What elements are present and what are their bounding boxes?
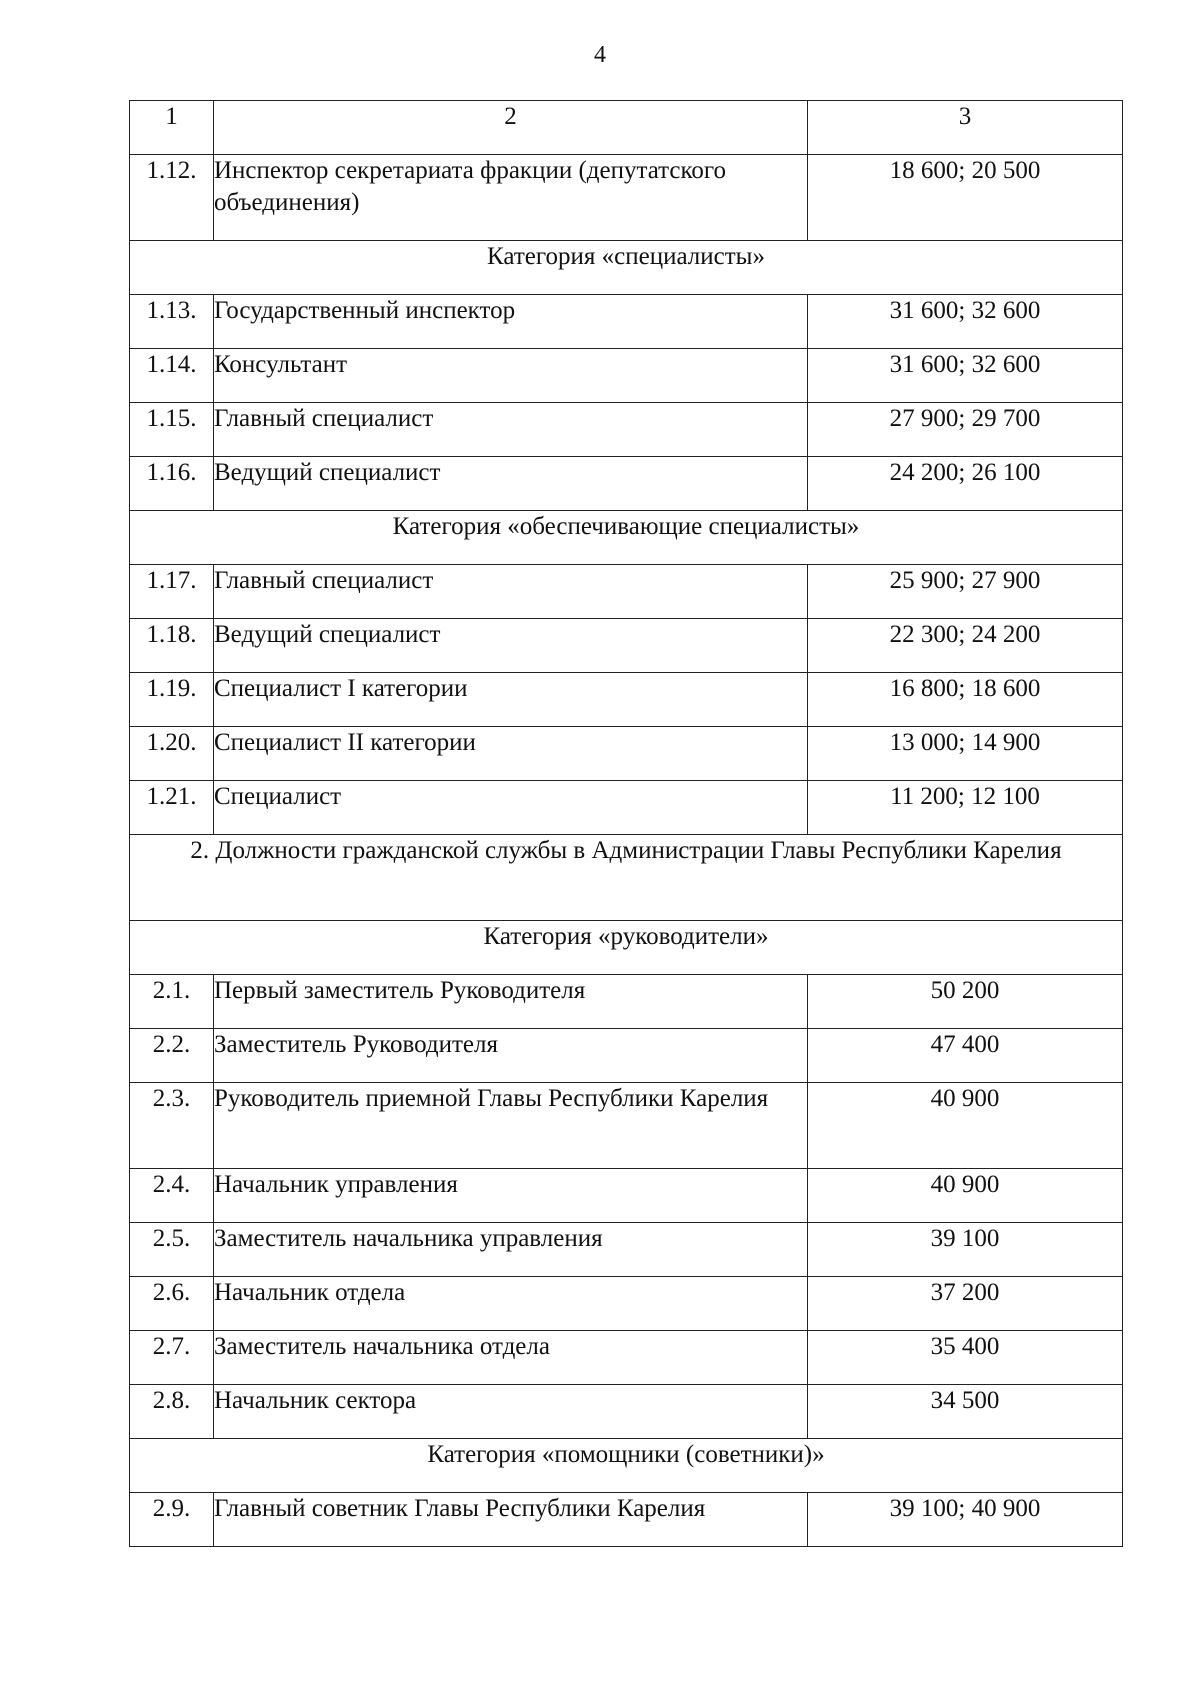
table-row bbox=[130, 673, 1123, 727]
table-row bbox=[130, 1223, 1123, 1277]
position-title: Первый заместитель Руководителя bbox=[214, 975, 808, 1029]
position-title: Главный специалист bbox=[214, 565, 808, 619]
position-title: Консультант bbox=[214, 349, 808, 403]
table-row bbox=[130, 295, 1123, 349]
salary-value: 27 900; 29 700 bbox=[808, 403, 1123, 457]
row-number: 1.18. bbox=[130, 619, 214, 673]
position-title: Начальник сектора bbox=[214, 1385, 808, 1439]
row-number: 1.15. bbox=[130, 403, 214, 457]
salary-value: 24 200; 26 100 bbox=[808, 457, 1123, 511]
salary-table bbox=[129, 100, 1123, 1547]
row-number: 1.20. bbox=[130, 727, 214, 781]
salary-value: 13 000; 14 900 bbox=[808, 727, 1123, 781]
salary-value: 39 100 bbox=[808, 1223, 1123, 1277]
position-title: Ведущий специалист bbox=[214, 457, 808, 511]
section-row bbox=[130, 241, 1123, 295]
row-number: 1.13. bbox=[130, 295, 214, 349]
salary-value: 39 100; 40 900 bbox=[808, 1493, 1123, 1547]
section-heading: Категория «помощники (советники)» bbox=[130, 1439, 1123, 1493]
row-number: 2.3. bbox=[130, 1083, 214, 1169]
table-row bbox=[130, 349, 1123, 403]
row-number: 2.7. bbox=[130, 1331, 214, 1385]
salary-value: 25 900; 27 900 bbox=[808, 565, 1123, 619]
table-row bbox=[130, 457, 1123, 511]
table-row bbox=[130, 1169, 1123, 1223]
position-title: Специалист bbox=[214, 781, 808, 835]
table-row bbox=[130, 1277, 1123, 1331]
header-col-1: 1 bbox=[130, 101, 214, 155]
section-heading: 2. Должности гражданской службы в Администрации Главы Республики Карелия bbox=[130, 835, 1123, 921]
row-number: 1.14. bbox=[130, 349, 214, 403]
section-heading: Категория «обеспечивающие специалисты» bbox=[130, 511, 1123, 565]
section-heading: Категория «специалисты» bbox=[130, 241, 1123, 295]
row-number: 1.21. bbox=[130, 781, 214, 835]
row-number: 2.5. bbox=[130, 1223, 214, 1277]
page-number: 4 bbox=[594, 42, 606, 68]
header-col-2: 2 bbox=[214, 101, 808, 155]
row-number: 2.9. bbox=[130, 1493, 214, 1547]
section-row bbox=[130, 835, 1123, 921]
salary-value: 31 600; 32 600 bbox=[808, 349, 1123, 403]
position-title: Главный специалист bbox=[214, 403, 808, 457]
salary-value: 37 200 bbox=[808, 1277, 1123, 1331]
table-row bbox=[130, 565, 1123, 619]
position-title: Руководитель приемной Главы Республики Карелия bbox=[214, 1083, 808, 1169]
row-number: 1.12. bbox=[130, 155, 214, 241]
row-number: 1.17. bbox=[130, 565, 214, 619]
header-col-3: 3 bbox=[808, 101, 1123, 155]
position-title: Специалист II категории bbox=[214, 727, 808, 781]
position-title: Главный советник Главы Республики Карелия bbox=[214, 1493, 808, 1547]
salary-value: 40 900 bbox=[808, 1169, 1123, 1223]
row-number: 1.16. bbox=[130, 457, 214, 511]
position-title: Начальник управления bbox=[214, 1169, 808, 1223]
table-row bbox=[130, 1385, 1123, 1439]
salary-value: 47 400 bbox=[808, 1029, 1123, 1083]
table-row bbox=[130, 619, 1123, 673]
position-title: Инспектор секретариата фракции (депутатского объединения) bbox=[214, 155, 808, 241]
salary-value: 22 300; 24 200 bbox=[808, 619, 1123, 673]
row-number: 2.8. bbox=[130, 1385, 214, 1439]
table-row bbox=[130, 975, 1123, 1029]
section-row bbox=[130, 511, 1123, 565]
table-row bbox=[130, 1493, 1123, 1547]
position-title: Специалист I категории bbox=[214, 673, 808, 727]
row-number: 1.19. bbox=[130, 673, 214, 727]
table-row bbox=[130, 1029, 1123, 1083]
row-number: 2.1. bbox=[130, 975, 214, 1029]
position-title: Начальник отдела bbox=[214, 1277, 808, 1331]
section-row bbox=[130, 1439, 1123, 1493]
salary-value: 11 200; 12 100 bbox=[808, 781, 1123, 835]
position-title: Государственный инспектор bbox=[214, 295, 808, 349]
section-heading: Категория «руководители» bbox=[130, 921, 1123, 975]
salary-value: 35 400 bbox=[808, 1331, 1123, 1385]
table-row bbox=[130, 155, 1123, 241]
row-number: 2.6. bbox=[130, 1277, 214, 1331]
row-number: 2.4. bbox=[130, 1169, 214, 1223]
salary-value: 16 800; 18 600 bbox=[808, 673, 1123, 727]
salary-value: 18 600; 20 500 bbox=[808, 155, 1123, 241]
salary-value: 50 200 bbox=[808, 975, 1123, 1029]
position-title: Заместитель начальника отдела bbox=[214, 1331, 808, 1385]
salary-value: 40 900 bbox=[808, 1083, 1123, 1169]
row-number: 2.2. bbox=[130, 1029, 214, 1083]
table-row bbox=[130, 1083, 1123, 1169]
table-row bbox=[130, 781, 1123, 835]
section-row bbox=[130, 921, 1123, 975]
table-row bbox=[130, 1331, 1123, 1385]
table-header-row bbox=[130, 101, 1123, 155]
position-title: Заместитель начальника управления bbox=[214, 1223, 808, 1277]
salary-table-body bbox=[130, 101, 1123, 1547]
salary-value: 31 600; 32 600 bbox=[808, 295, 1123, 349]
position-title: Ведущий специалист bbox=[214, 619, 808, 673]
salary-value: 34 500 bbox=[808, 1385, 1123, 1439]
table-row bbox=[130, 727, 1123, 781]
table-row bbox=[130, 403, 1123, 457]
position-title: Заместитель Руководителя bbox=[214, 1029, 808, 1083]
